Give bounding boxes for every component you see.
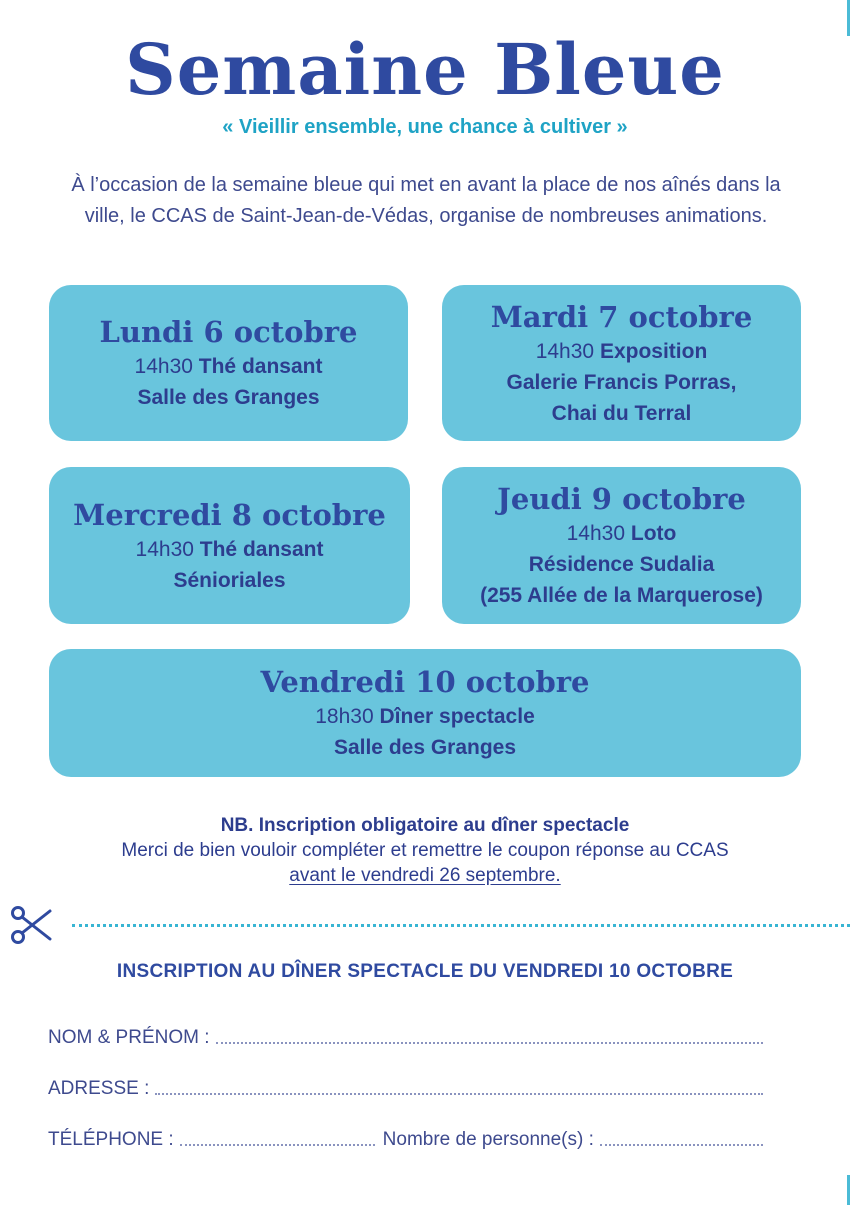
cut-line — [10, 905, 850, 945]
event-time-activity — [536, 336, 708, 367]
event-day: Vendredi 10 octobre — [260, 665, 590, 699]
event-time: 14h30 — [566, 522, 626, 545]
event-card-tuesday — [442, 285, 801, 441]
event-activity: Thé dansant — [199, 537, 324, 561]
event-time-activity — [567, 518, 677, 549]
phone-fill-line[interactable] — [180, 1144, 375, 1146]
intro-paragraph: À l’occasion de la semaine bleue qui met en avant la place de nos aînés dans la ville, le CCAS de Saint-Jean-de-Védas, organise de nombreuses animations. — [71, 174, 781, 227]
page-title: Semaine Bleue — [125, 28, 725, 111]
address-fill-line[interactable] — [155, 1093, 763, 1095]
event-place: Résidence Sudalia — [528, 553, 715, 576]
event-time: 14h30 — [135, 537, 194, 561]
event-place: Sénioriales — [173, 568, 286, 592]
event-activity: Thé dansant — [198, 355, 323, 378]
phone-field-row — [48, 1125, 763, 1151]
page-subtitle: « Vieillir ensemble, une chance à cultiver » — [222, 116, 628, 138]
event-time-activity — [135, 351, 323, 382]
name-fill-line[interactable] — [216, 1042, 763, 1044]
event-card-friday — [49, 649, 801, 777]
scissors-icon — [10, 905, 56, 945]
registration-notice — [0, 813, 850, 888]
event-card-wednesday — [49, 467, 410, 624]
event-time: 14h30 — [535, 339, 595, 363]
coupon-title: INSCRIPTION AU DÎNER SPECTACLE DU VENDREDI 10 OCTOBRE — [116, 961, 734, 982]
count-fill-line[interactable] — [600, 1144, 763, 1146]
event-place: Salle des Granges — [137, 386, 320, 409]
event-time-activity — [136, 534, 324, 565]
event-activity: Exposition — [599, 339, 708, 363]
event-time: 14h30 — [134, 355, 193, 378]
address-label: ADRESSE : — [48, 1078, 150, 1099]
dotted-cut-line — [72, 924, 850, 927]
event-place: Chai du Terral — [551, 401, 692, 425]
event-day: Jeudi 9 octobre — [497, 482, 746, 516]
count-label: Nombre de personne(s) : — [382, 1129, 594, 1150]
event-place: Salle des Granges — [333, 736, 517, 759]
name-label: NOM & PRÉNOM : — [48, 1027, 210, 1048]
notice-deadline: avant le vendredi 26 septembre. — [289, 865, 561, 886]
event-time: 18h30 — [315, 705, 374, 728]
address-field-row — [48, 1074, 763, 1100]
event-card-monday — [49, 285, 408, 441]
event-place: Galerie Francis Porras, — [506, 370, 737, 394]
name-field-row — [48, 1023, 763, 1049]
event-day: Lundi 6 octobre — [99, 315, 358, 349]
event-activity: Loto — [630, 522, 677, 545]
notice-title: NB. Inscription obligatoire au dîner spectacle — [220, 815, 630, 836]
event-place: (255 Allée de la Marquerose) — [480, 584, 763, 607]
notice-line: Merci de bien vouloir compléter et remettre le coupon réponse au CCAS — [121, 840, 729, 861]
event-day: Mercredi 8 octobre — [73, 497, 386, 532]
event-time-activity — [315, 701, 535, 732]
event-day: Mardi 7 octobre — [490, 299, 753, 334]
phone-label: TÉLÉPHONE : — [48, 1129, 174, 1150]
event-activity: Dîner spectacle — [379, 705, 535, 728]
event-card-thursday — [442, 467, 801, 624]
